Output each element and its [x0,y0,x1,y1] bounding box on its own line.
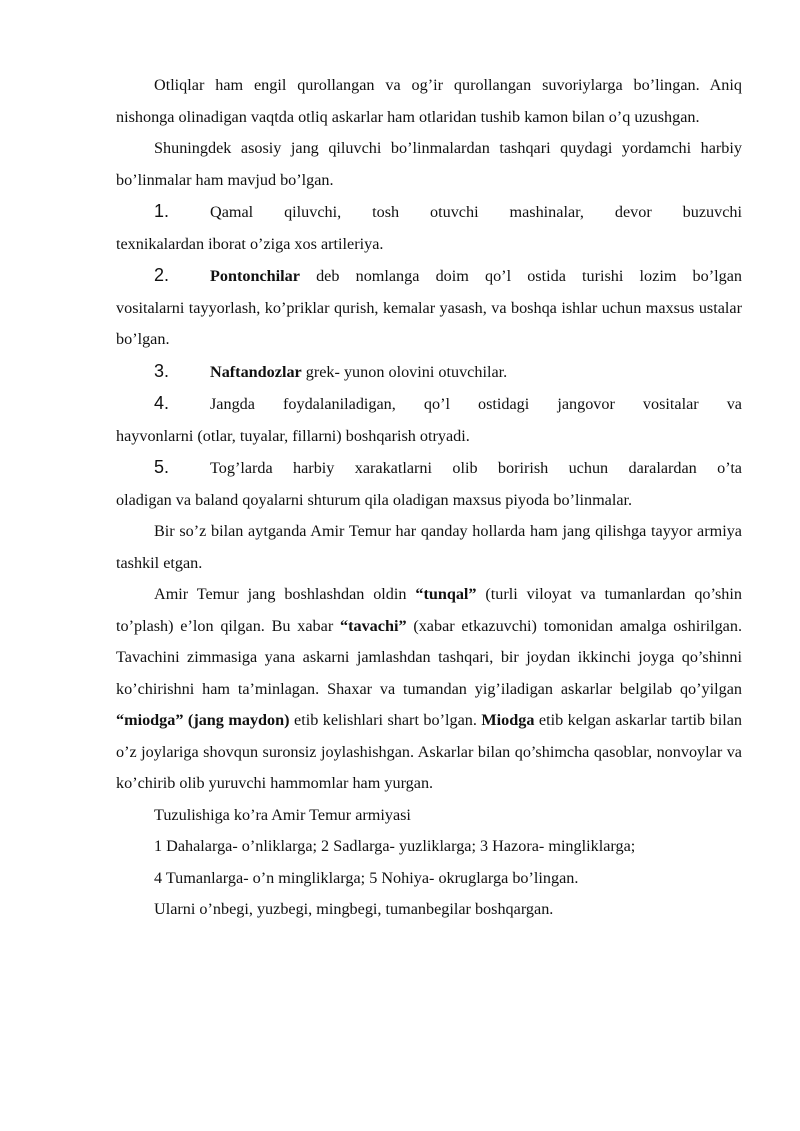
paragraph-auxiliary-units: Shuningdek asosiy jang qiluvchi bo’linmalardan tashqari quydagi yordamchi harbiy bo’linmalar ham mavjud bo’lgan. [116,139,742,189]
list-text-rest: vositalarni tayyorlash, ko’priklar qurish, kemalar yasash, va boshqa ishlar uchun maxsus ustalar bo’lgan. [116,298,742,348]
list-text-line1: Tog’larda harbiy xarakatlarni olib borirish uchun daralardan o’ta [210,459,742,477]
list-text-line1: Naftandozlar grek- yunon olovini otuvchilar. [210,362,508,381]
list-number: 1. [154,201,170,221]
list-item-5 [116,452,742,516]
paragraph-tunqal: Amir Temur jang boshlashdan oldin “tunqal” (turli viloyat va tumanlardan qo’shin to’plash) e’lon qilgan. Bu xabar “tavachi” (xabar etkazuvchi) tomonidan amalga oshirilgan. Tavachini zimmasiga yana askarni jamlashdan tashqari, bir joydan ikkinchi joyga qo’shinni ko’chirishni ham ta’minlagan. Shaxar va tumandan yig’iladigan askarlar belgilab qo’yilgan “miodga” (jang maydon) etib kelishlari shart bo’lgan. Miodga etib kelgan askarlar tartib bilan o’z joylariga shovqun suronsiz joylashishgan. Askarlar bilan qo’shimcha qasoblar, nonvoylar va ko’chirib olib yuruvchi hammomlar ham yurgan. [116,585,742,792]
term-bold: Miodga [481,711,535,729]
list-item-4 [116,388,742,452]
list-text-rest: hayvonlarni (otlar, tuyalar, fillarni) boshqarish otryadi. [116,426,470,445]
document-page [116,70,742,926]
list-item-1 [116,196,742,260]
list-text-line1: Jangda foydalaniladigan, qo’l ostidagi jangovor vositalar va [210,395,742,413]
list-number: 5. [154,457,170,477]
term-bold: Naftandozlar [210,362,302,381]
list-text-rest: texnikalardan iborat o’ziga xos artileriya. [116,234,384,253]
list-item-3 [116,356,742,389]
paragraph-divisions-2: 4 Tumanlarga- o’n mingliklarga; 5 Nohiya- okruglarga bo’lingan. [154,868,579,887]
paragraph-ready-army: Bir so’z bilan aytganda Amir Temur har qanday hollarda ham jang qilishga tayyor armiya tashkil etgan. [116,522,742,572]
term-bold: “tunqal” [415,585,477,603]
term-bold: “tavachi” [340,616,407,635]
list-text-line1: Pontonchilar deb nomlanga doim qo’l ostida turishi lozim bo’lgan [210,267,742,285]
list-number: 2. [154,265,170,285]
term-bold: “miodga” (jang maydon) [116,711,290,729]
paragraph-cavalry: Otliqlar ham engil qurollangan va og’ir qurollangan suvoriylarga bo’lingan. Aniq nishonga olinadigan vaqtda otliq askarlar ham otlaridan tushib kamon bilan o’q uzushgan. [116,76,742,126]
paragraph-structure: Tuzulishiga ko’ra Amir Temur armiyasi [154,805,411,824]
term-bold: Pontonchilar [210,267,300,285]
list-text-rest: oladigan va baland qoyalarni shturum qila oladigan maxsus piyoda bo’linmalar. [116,490,633,509]
paragraph-divisions-1: 1 Dahalarga- o’nliklarga; 2 Sadlarga- yuzliklarga; 3 Hazora- mingliklarga; [154,837,636,855]
paragraph-commanders: Ularni o’nbegi, yuzbegi, mingbegi, tumanbegilar boshqargan. [154,900,554,918]
list-number: 4. [154,393,170,413]
list-item-2 [116,260,742,356]
list-text-line1: Qamal qiluvchi, tosh otuvchi mashinalar, devor buzuvchi [210,203,742,221]
list-number: 3. [154,360,170,381]
